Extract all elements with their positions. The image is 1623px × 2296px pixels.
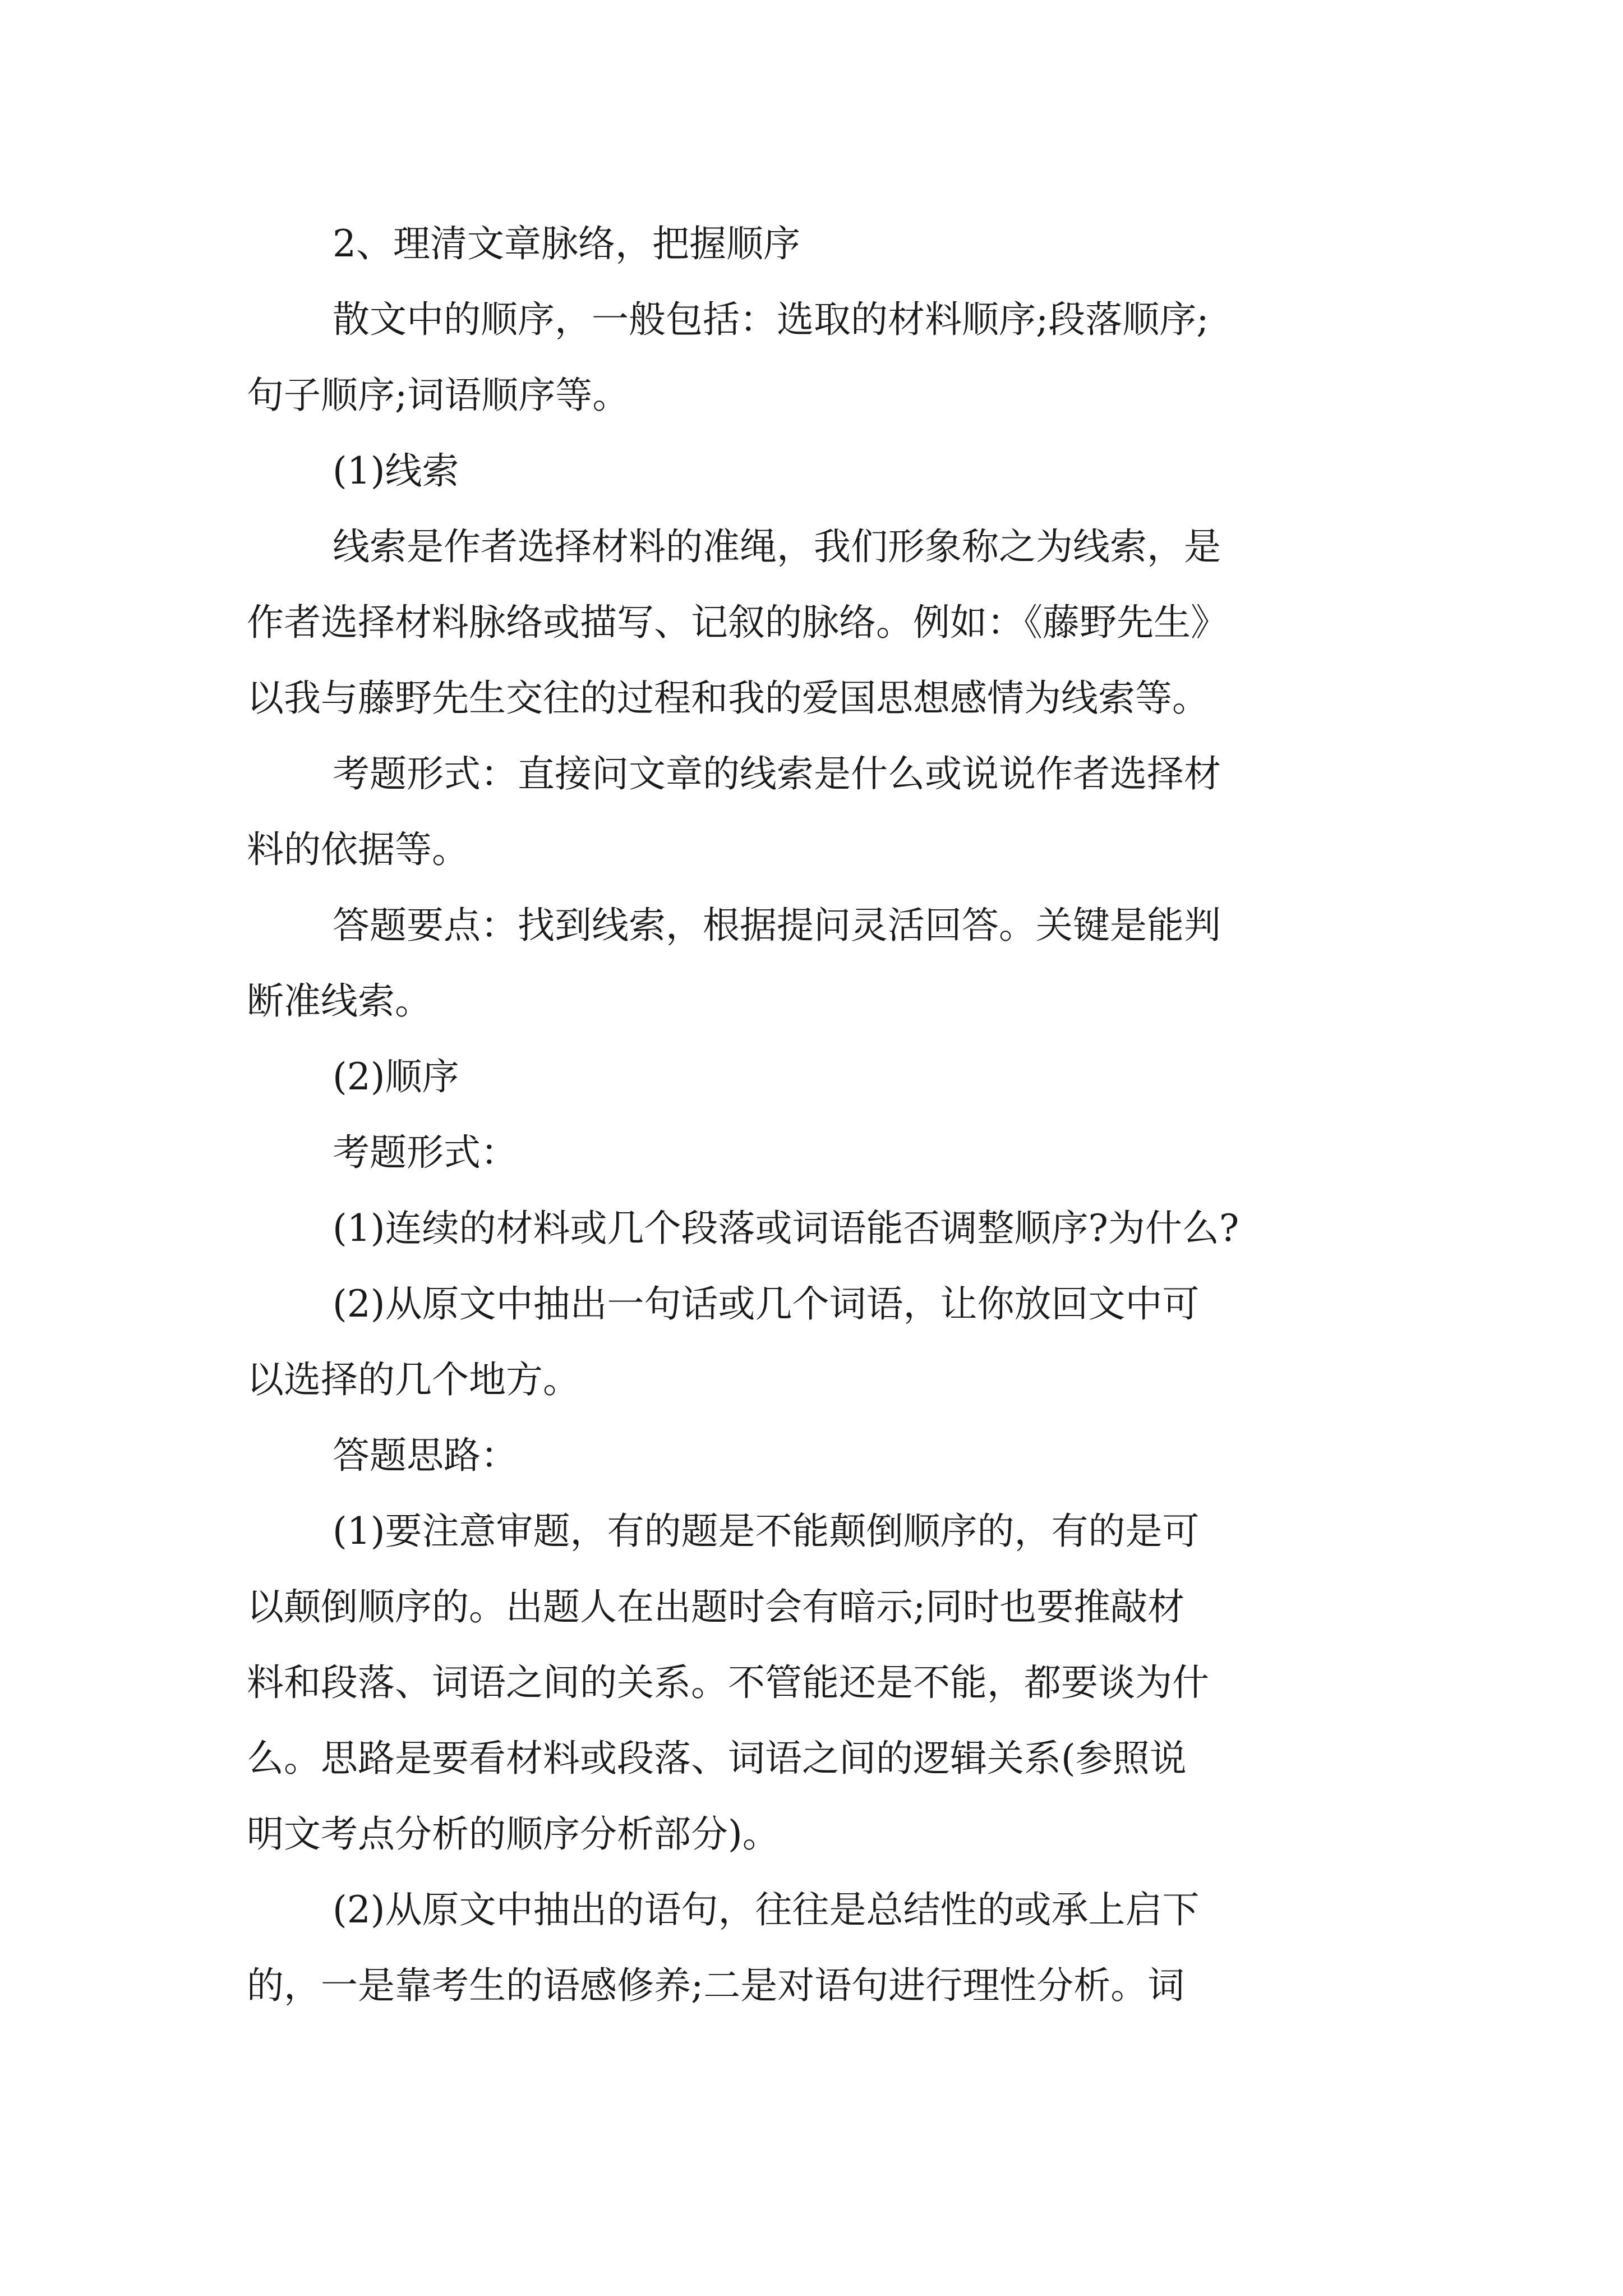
list-item: (2)从原文中抽出的语句，往往是总结性的或承上启下 [333, 1888, 1200, 1931]
paragraph-line: 答题思路： [333, 1434, 518, 1477]
section-heading: 2、理清文章脉络，把握顺序 [333, 222, 800, 265]
paragraph-line: 句子顺序;词语顺序等。 [247, 374, 630, 417]
paragraph-line: 散文中的顺序，一般包括：选取的材料顺序;段落顺序; [333, 298, 1209, 341]
paragraph-line: 么。思路是要看材料或段落、词语之间的逻辑关系(参照说 [247, 1737, 1187, 1780]
paragraph-line: 考题形式：直接问文章的线索是什么或说说作者选择材 [333, 752, 1221, 795]
subheading-order: (2)顺序 [333, 1055, 459, 1098]
paragraph-line: 作者选择材料脉络或描写、记叙的脉络。例如：《藤野先生》 [247, 601, 1228, 644]
paragraph-line: 以选择的几个地方。 [247, 1358, 580, 1401]
subheading-clue: (1)线索 [333, 449, 459, 493]
paragraph-line: 答题要点：找到线索，根据提问灵活回答。关键是能判 [333, 904, 1221, 947]
paragraph-line: 料的依据等。 [247, 828, 469, 871]
paragraph-line: 以我与藤野先生交往的过程和我的爱国思想感情为线索等。 [247, 677, 1209, 720]
paragraph-line: 明文考点分析的顺序分析部分)。 [247, 1812, 780, 1856]
paragraph-line: 考题形式： [333, 1131, 518, 1174]
paragraph-line: 料和段落、词语之间的关系。不管能还是不能，都要谈为什 [247, 1661, 1209, 1704]
list-item: (1)要注意审题，有的题是不能颠倒顺序的，有的是可 [333, 1510, 1200, 1553]
list-item: (1)连续的材料或几个段落或词语能否调整顺序?为什么? [333, 1207, 1239, 1250]
paragraph-line: 的，一是靠考生的语感修养;二是对语句进行理性分析。词 [247, 1964, 1185, 2007]
paragraph-line: 以颠倒顺序的。出题人在出题时会有暗示;同时也要推敲材 [247, 1585, 1185, 1628]
paragraph-line: 断准线索。 [247, 979, 432, 1023]
list-item: (2)从原文中抽出一句话或几个词语，让你放回文中可 [333, 1282, 1200, 1326]
paragraph-line: 线索是作者选择材料的准绳，我们形象称之为线索，是 [333, 525, 1221, 568]
